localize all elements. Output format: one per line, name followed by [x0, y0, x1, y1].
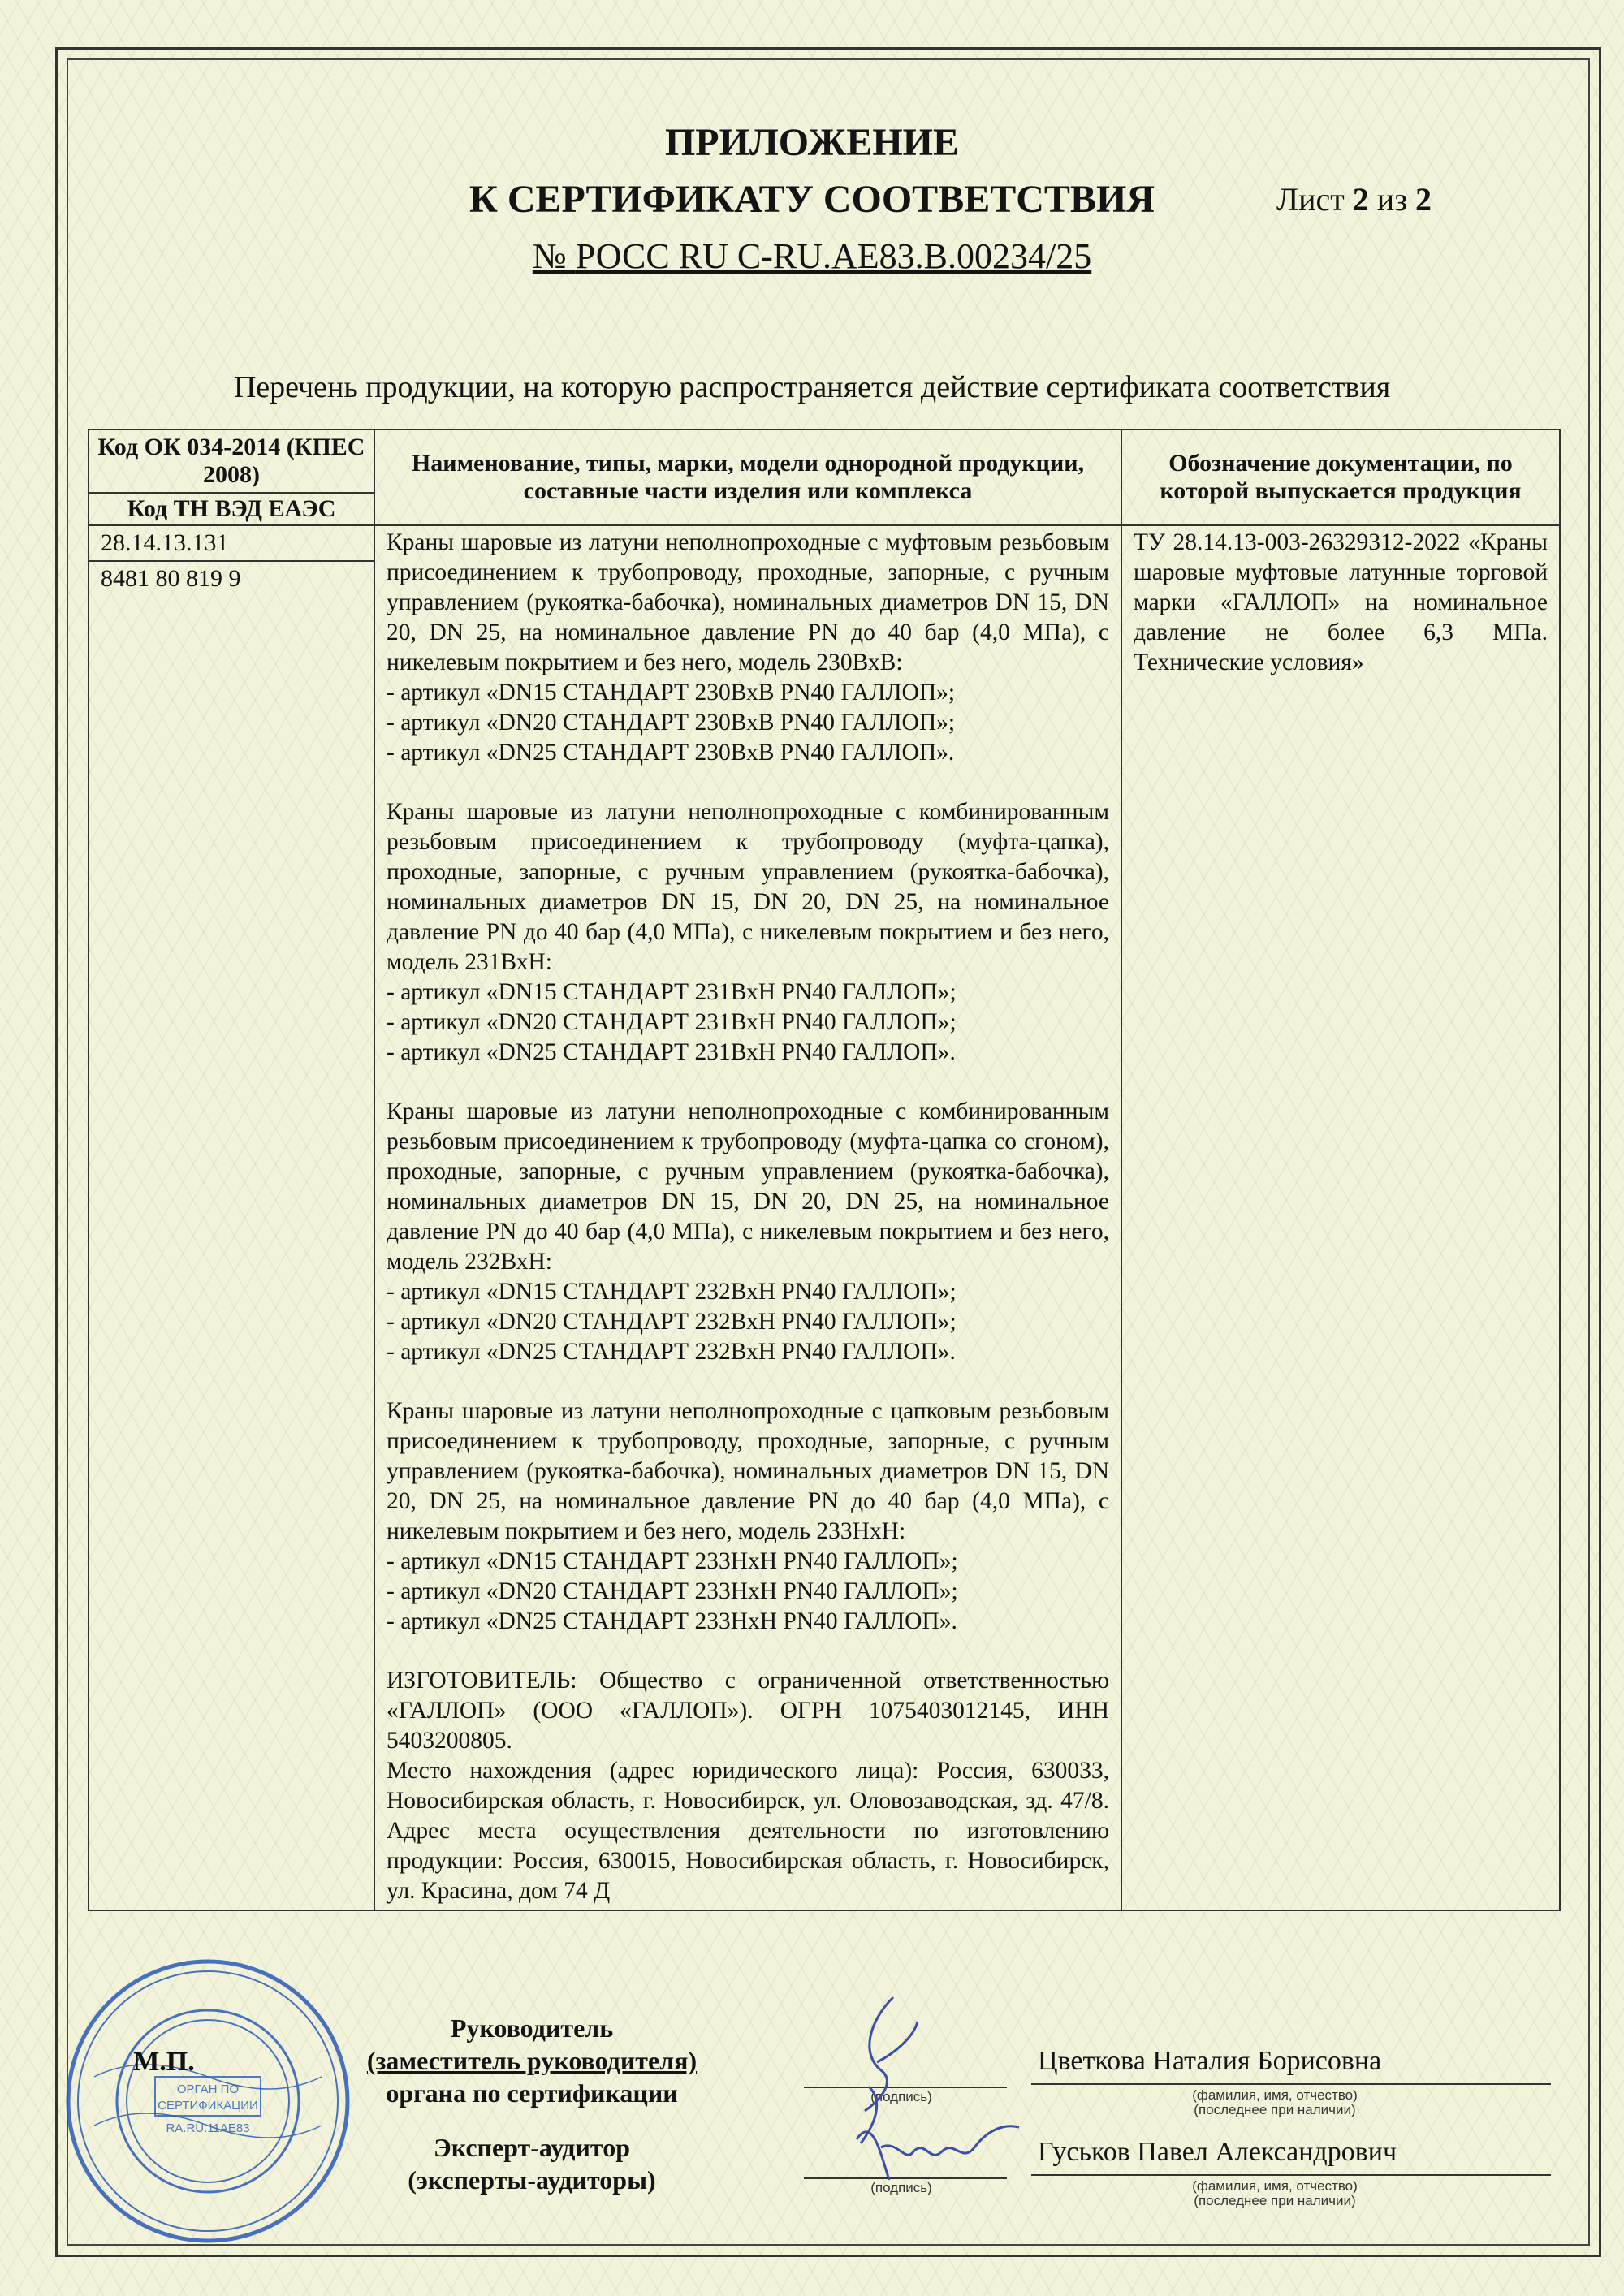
head-role-line3: органа по сертификации — [386, 2078, 678, 2108]
sheet-of: из — [1368, 181, 1415, 218]
table-header-row — [89, 429, 1560, 525]
article: - артикул «DN20 СТАНДАРТ 233НхН PN40 ГАЛЛОП»; — [387, 1578, 958, 1604]
code-tnved: 8481 80 819 9 — [89, 560, 374, 596]
article: - артикул «DN20 СТАНДАРТ 230ВхВ PN40 ГАЛЛОП»; — [387, 710, 956, 736]
manufacturer-address: Место нахождения (адрес юридического лица): Россия, 630033, Новосибирская область, г. Новосибирск, ул. Оловозаводская, зд. 47/8. Адрес места осуществления деятельности по изготовлению продукции: Россия, 630015, Новосибирская область, г. Новосибирск, ул. Красина, дом 74 Д — [387, 1758, 1109, 1904]
product-description: Краны шаровые из латуни неполнопроходные с муфтовым резьбовым присоединением к трубопроводу, проходные, запорные, с ручным управлением (рукоятка-бабочка), номинальных диаметров DN 15, DN 20, DN 25, на номинальное давление PN до 40 бар (4,0 МПа), с никелевым покрытием и без него, модель 230ВхВ: — [387, 529, 1109, 675]
expert-name-line — [1031, 2174, 1551, 2176]
head-name-label — [1129, 2088, 1421, 2117]
documentation-cell: ТУ 28.14.13-003-26329312-2022 «Краны шаровые муфтовые латунные торговой марки «ГАЛЛОП» на номинальное давление не более 6,3 МПа. Технические условия» — [1121, 525, 1560, 1910]
article: - артикул «DN25 СТАНДАРТ 232ВхН PN40 ГАЛЛОП». — [387, 1339, 956, 1365]
codes-cell — [89, 525, 374, 1910]
header-product-name: Наименование, типы, марки, модели однородной продукции, составные части изделия или комплекса — [374, 429, 1121, 525]
name-label-line2: (последнее при наличии) — [1194, 2102, 1356, 2117]
article: - артикул «DN15 СТАНДАРТ 231ВхН PN40 ГАЛЛОП»; — [387, 979, 957, 1005]
product-item — [387, 528, 1109, 768]
name-label-line2: (последнее при наличии) — [1194, 2193, 1356, 2208]
product-item — [387, 1396, 1109, 1637]
header-okpd: Код ОК 034-2014 (КПЕС 2008) — [97, 434, 365, 488]
expert-signature-label: (подпись) — [870, 2180, 932, 2195]
head-signature-label: (подпись) — [870, 2089, 932, 2104]
article: - артикул «DN25 СТАНДАРТ 230ВхВ PN40 ГАЛЛОП». — [387, 740, 955, 766]
article: - артикул «DN25 СТАНДАРТ 233НхН PN40 ГАЛЛОП». — [387, 1608, 957, 1634]
article: - артикул «DN15 СТАНДАРТ 233НхН PN40 ГАЛЛОП»; — [387, 1548, 958, 1574]
article: - артикул «DN25 СТАНДАРТ 231ВхН PN40 ГАЛЛОП». — [387, 1039, 956, 1065]
svg-text:ОРГАН ПО: ОРГАН ПО — [176, 2082, 240, 2096]
number-value: РОСС RU С-RU.АЕ83.В.00234/25 — [575, 236, 1092, 276]
header-tnved: Код ТН ВЭД ЕАЭС — [89, 492, 374, 524]
expert-name: Гуськов Павел Александрович — [1038, 2137, 1397, 2167]
manufacturer-text: ИЗГОТОВИТЕЛЬ: Общество с ограниченной ответственностью «ГАЛЛОП» (ООО «ГАЛЛОП»). ОГРН 1075403012145, ИНН 5403200805. — [387, 1668, 1109, 1754]
sheet-num: 2 — [1352, 181, 1369, 218]
number-prefix: № — [532, 236, 576, 276]
name-label-line1: (фамилия, имя, отчество) — [1192, 2087, 1358, 2103]
certificate-number — [0, 235, 1624, 277]
doc-title: ПРИЛОЖЕНИЕ — [664, 121, 960, 164]
svg-text:СЕРТИФИКАЦИИ: СЕРТИФИКАЦИИ — [158, 2099, 258, 2113]
head-role-line2: (заместитель руководителя) — [366, 2046, 698, 2075]
expert-role-line1: Эксперт-аудитор — [433, 2133, 630, 2162]
sheet-label: Лист — [1276, 181, 1353, 218]
expert-role — [341, 2131, 723, 2196]
product-description: Краны шаровые из латуни неполнопроходные с цапковым резьбовым присоединением к трубопроводу, проходные, запорные, с ручным управлением (рукоятка-бабочка), номинальных диаметров DN 15, DN 20, DN 25, на номинальное давление PN до 40 бар (4,0 МПа), с никелевым покрытием и без него, модель 233НхН: — [387, 1398, 1109, 1544]
article: - артикул «DN15 СТАНДАРТ 232ВхН PN40 ГАЛЛОП»; — [387, 1279, 957, 1305]
product-description-cell — [374, 525, 1121, 1910]
product-item — [387, 797, 1109, 1068]
table-row — [89, 525, 1560, 1910]
head-name-line — [1031, 2083, 1551, 2085]
article: - артикул «DN20 СТАНДАРТ 232ВхН PN40 ГАЛЛОП»; — [387, 1309, 957, 1335]
sheet-indicator — [1276, 180, 1432, 218]
head-role-line1: Руководитель — [450, 2013, 614, 2043]
head-role — [341, 2012, 723, 2109]
head-name: Цветкова Наталия Борисовна — [1038, 2046, 1382, 2076]
manufacturer-block — [387, 1666, 1109, 1906]
expert-role-line2: (эксперты-аудиторы) — [408, 2165, 656, 2195]
header-codes — [89, 429, 374, 525]
product-description: Краны шаровые из латуни неполнопроходные с комбинированным резьбовым присоединением к трубопроводу (муфта-цапка со сгоном), проходные, запорные, с ручным управлением (рукоятка-бабочка), номинальных диаметров DN 15, DN 20, DN 25, на номинальное давление PN до 40 бар (4,0 МПа), с никелевым покрытием и без него, модель 232ВхН: — [387, 1098, 1109, 1275]
name-label-line1: (фамилия, имя, отчество) — [1192, 2178, 1358, 2194]
code-okpd: 28.14.13.131 — [101, 529, 229, 556]
product-description: Краны шаровые из латуни неполнопроходные с комбинированным резьбовым присоединением к трубопроводу (муфта-цапка), проходные, запорные, с ручным управлением (рукоятка-бабочка), номинальных диаметров DN 15, DN 20, DN 25, на номинальное давление PN до 40 бар (4,0 МПа), с никелевым покрытием и без него, модель 231ВхН: — [387, 799, 1109, 975]
article: - артикул «DN15 СТАНДАРТ 230ВхВ PN40 ГАЛЛОП»; — [387, 680, 956, 706]
product-table — [88, 429, 1561, 1911]
doc-subtitle: К СЕРТИФИКАТУ СООТВЕТСТВИЯ — [469, 178, 1155, 221]
product-list-caption: Перечень продукции, на которую распространяется действие сертификата соответствия — [233, 370, 1391, 404]
expert-name-label — [1129, 2179, 1421, 2208]
header-documentation: Обозначение документации, по которой выпускается продукция — [1121, 429, 1560, 525]
svg-text:RA.RU.11АЕ83: RA.RU.11АЕ83 — [166, 2121, 250, 2135]
certification-seal — [62, 1955, 354, 2247]
seal-mark: М.П. — [133, 2047, 195, 2077]
article: - артикул «DN20 СТАНДАРТ 231ВхН PN40 ГАЛЛОП»; — [387, 1009, 957, 1035]
product-item — [387, 1097, 1109, 1367]
sheet-total: 2 — [1415, 181, 1432, 218]
expert-signature — [849, 2107, 1027, 2196]
